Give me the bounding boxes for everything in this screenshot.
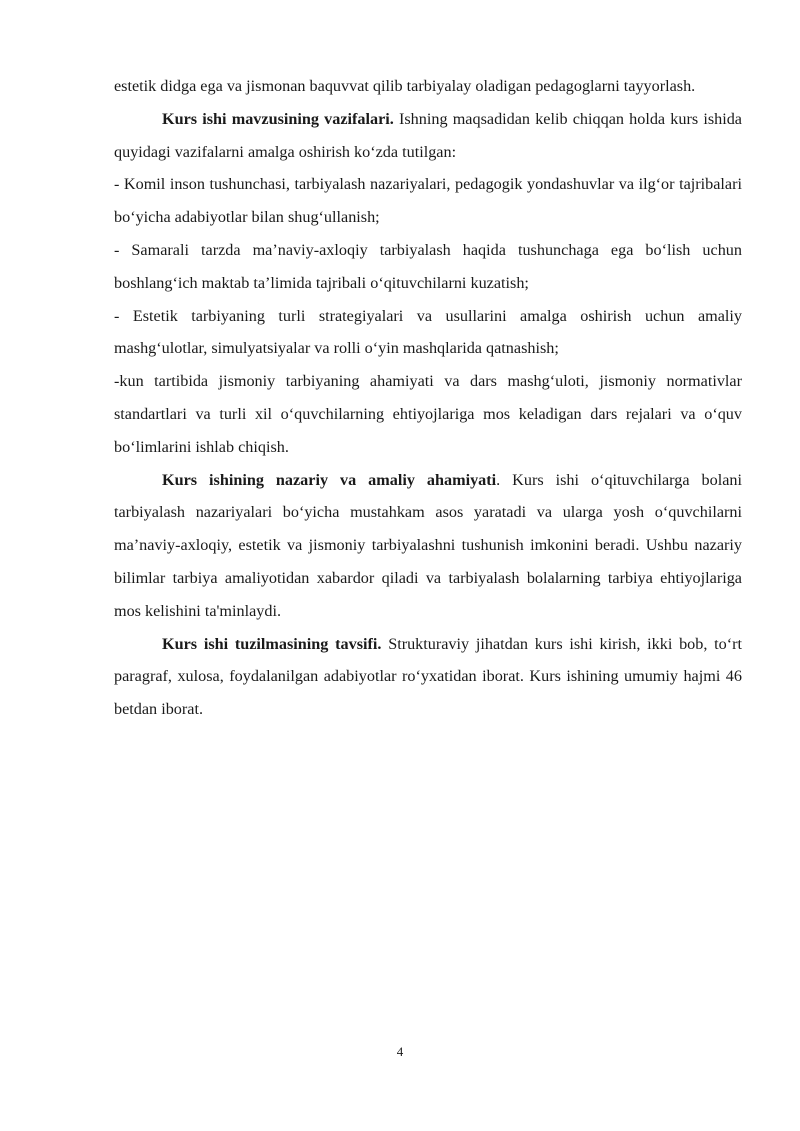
section-heading-tasks: Kurs ishi mavzusining vazifalari.: [162, 109, 394, 128]
list-item-task-4: [114, 365, 742, 463]
list-item-task-2: [114, 234, 742, 300]
list-item-task-1: [114, 168, 742, 234]
paragraph-significance: [114, 464, 742, 628]
paragraph-structure: [114, 628, 742, 726]
section-heading-structure: Kurs ishi tuzilmasining tavsifi.: [162, 634, 382, 653]
paragraph-text: . Kurs ishi oʻqituvchilarga bolani tarbiyalash nazariyalari boʻyicha mustahkam asos yaratadi va ularga yosh oʻquvchilarni maʼnaviy-axloqiy, estetik va jismoniy tarbiyalashni tushunish imkonini beradi. Ushbu nazariy bilimlar tarbiya amaliyotidan xabardor qiladi va tarbiyalash bolalarning tarbiya ehtiyojlariga mos kelishini ta'minlaydi.: [114, 470, 742, 620]
list-item-task-3: [114, 300, 742, 366]
paragraph-intro-continuation: [114, 70, 742, 103]
list-item-text: - Estetik tarbiyaning turli strategiyalari va usullarini amalga oshirish uchun amaliy mashgʻulotlar, simulyatsiyalar va rolli oʻyin mashqlarida qatnashish;: [114, 306, 742, 358]
paragraph-text: Ishning maqsadidan kelib chiqqan holda kurs ishida quyidagi vazifalarni amalga oshirish koʻzda tutilgan:: [114, 109, 742, 161]
list-item-text: - Komil inson tushunchasi, tarbiyalash nazariyalari, pedagogik yondashuvlar va ilgʻor tajribalari boʻyicha adabiyotlar bilan shugʻullanish;: [114, 175, 742, 227]
list-item-text: -kun tartibida jismoniy tarbiyaning ahamiyati va dars mashgʻuloti, jismoniy normativlar standartlari va turli xil oʻquvchilarning ehtiyojlariga mos keladigan dars rejalari va oʻquv boʻlimlarini ishlab chiqish.: [114, 372, 742, 456]
list-item-text: - Samarali tarzda maʼnaviy-axloqiy tarbiyalash haqida tushunchaga ega boʻlish uchun boshlangʻich maktab taʼlimida tajribali oʻqituvchilarni kuzatish;: [114, 240, 742, 292]
page-number: 4: [396, 1044, 404, 1059]
paragraph-text: estetik didga ega va jismonan baquvvat qilib tarbiyalay oladigan pedagoglarni tayyorlash.: [114, 77, 696, 95]
document-body: [114, 70, 742, 726]
paragraph-tasks: [114, 103, 742, 169]
paragraph-text: Strukturaviy jihatdan kurs ishi kirish, ikki bob, toʻrt paragraf, xulosa, foydalanilgan adabiyotlar roʻyxatidan iborat. Kurs ishining umumiy hajmi 46 betdan iborat.: [114, 634, 742, 719]
section-heading-significance: Kurs ishining nazariy va amaliy ahamiyati: [162, 470, 497, 489]
